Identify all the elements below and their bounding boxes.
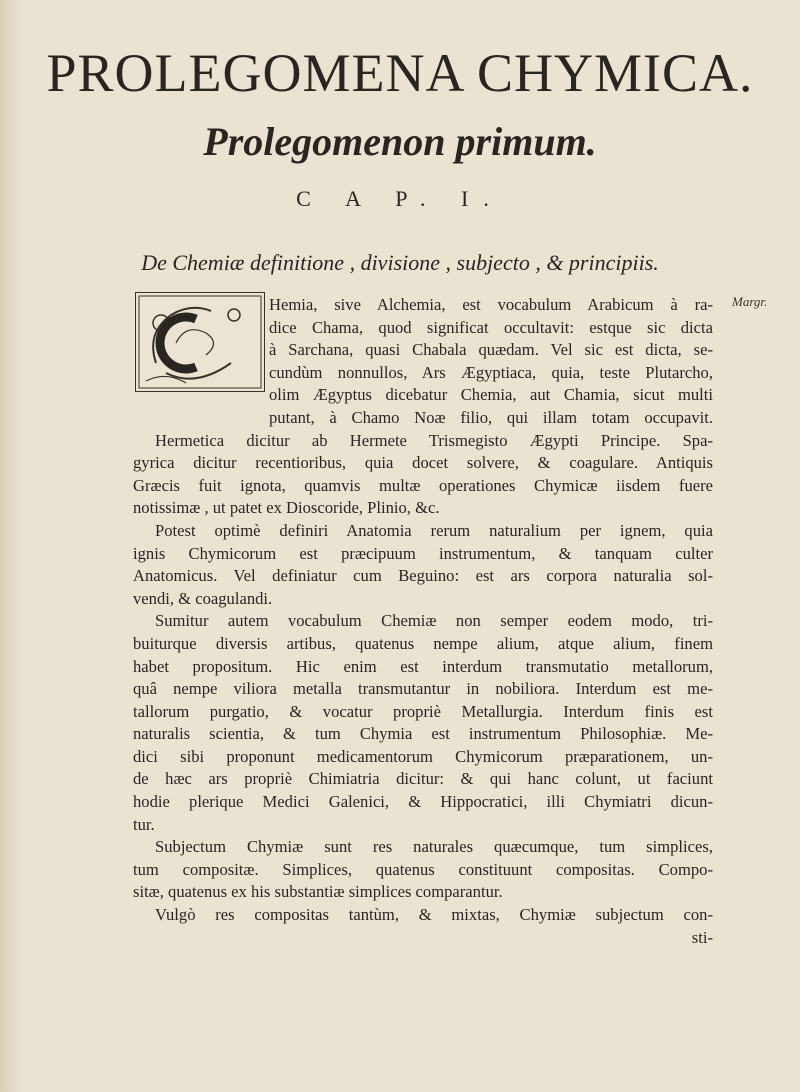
text-line: cundùm nonnullos, Ars Ægyptiaca, quia, teste Plutarcho, — [269, 362, 713, 382]
text-line: tum compositæ. Simplices, quatenus constituunt compositas. Compo- — [133, 859, 713, 879]
text-line: quâ nempe viliora metalla transmutantur in nobiliora. Interdum est me- — [133, 679, 713, 699]
text-line: putant, à Chamo Noæ filio, qui illam totam occupavit. — [269, 407, 713, 427]
text-line: ignis Chymicorum est præcipuum instrumentum, & tanquam culter — [133, 543, 713, 563]
text-line: vendi, & coagulandi. — [133, 588, 273, 608]
text-line: hodie plerique Medici Galenici, & Hippocratici, illi Chymiatri dicun- — [133, 792, 713, 812]
chapter-heading: De Chemiæ definitione , divisione , subjecto , & principiis. — [141, 250, 659, 275]
text-line: Potest optimè definiri Anatomia rerum naturalium per ignem, quia — [155, 520, 713, 540]
text-line: sitæ, quatenus ex his substantiæ simplices comparantur. — [133, 882, 503, 902]
text-line: de hæc ars propriè Chimiatria dicitur: & qui hanc colunt, ut faciunt — [133, 769, 713, 789]
text-line: Anatomicus. Vel definiatur cum Beguino: est ars corpora naturalia sol- — [133, 566, 713, 586]
text-line: tallorum purgatio, & vocatur propriè Metallurgia. Interdum finis est — [133, 701, 713, 721]
text-line: olim Ægyptus dicebatur Chemia, aut Chamia, sicut multi — [269, 385, 713, 405]
text-line: Sumitur autem vocabulum Chemiæ non semper eodem modo, tri- — [155, 611, 713, 631]
text-line: habet propositum. Hic enim est interdum transmutatio metallorum, — [133, 656, 713, 676]
page-title: PROLEGOMENA CHYMICA. — [46, 43, 754, 103]
text-line: tur. — [133, 814, 155, 834]
text-line: Subjectum Chymiæ sunt res naturales quæcumque, tum simplices, — [155, 837, 713, 857]
text-line: gyrica dicitur recentioribus, quia docet solvere, & coagulare. Antiquis — [133, 453, 713, 473]
text-line: Hermetica dicitur ab Hermete Trismegisto Ægypti Principe. Spa- — [155, 430, 713, 450]
text-line: dici sibi proponunt medicamentorum Chymicorum præparationem, un- — [133, 746, 713, 766]
chapter-number: C A P. I. — [296, 186, 504, 211]
margin-note: Margr. — [732, 294, 768, 309]
text-line: Græcis fuit ignota, quamvis multæ operationes Chymicæ iisdem fuere — [133, 475, 713, 495]
text-line: Hemia, sive Alchemia, est vocabulum Arabicum à ra- — [269, 295, 713, 314]
text-line: à Sarchana, quasi Chabala quædam. Vel sic est dicta, se- — [269, 340, 713, 360]
text-line: Vulgò res compositas tantùm, & mixtas, Chymiæ subjectum con- — [155, 905, 713, 925]
text-line: notissimæ , ut patet ex Dioscoride, Plinio, &c. — [133, 498, 440, 518]
catchword: sti- — [691, 927, 713, 947]
text-line: dice Chama, quod significat occultavit: estque sic dicta — [269, 317, 713, 337]
text-line: naturalis scientia, & tum Chymia est instrumentum Philosophiæ. Me- — [133, 724, 713, 744]
text-line: buiturque diversis artibus, quatenus nempe alium, atque alium, finem — [133, 633, 713, 653]
body-text — [133, 294, 713, 949]
page-subtitle: Prolegomenon primum. — [203, 119, 597, 164]
